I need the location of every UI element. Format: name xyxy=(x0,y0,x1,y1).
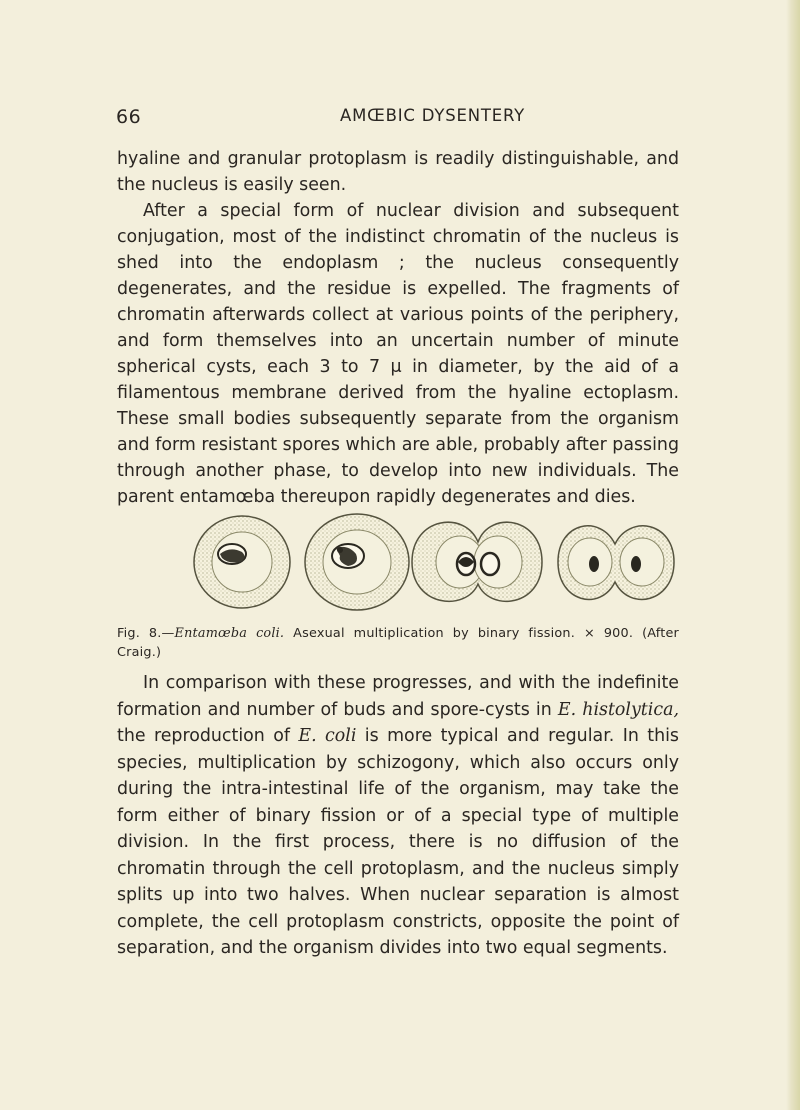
cell-stage-3 xyxy=(412,522,542,601)
paragraph-2: After a special form of nuclear division and subsequent conjugation, most of the indistinct chromatin of the nucleus is shed into the endoplasm ; the nucleus consequently degenerates, and the residue is expelled. The fragments of chromatin afterwards collect at various points of the periphery, and form themselves into an uncertain number of minute spherical cysts, each 3 to 7 μ in diameter, by the aid of a filamentous membrane derived from the hyaline ectoplasm. These small bodies subsequently separate from the organism and form resistant spores which are able, probably after passing through another phase, to develop into new individuals. The parent entamœba thereupon rapidly degenerates and dies. xyxy=(117,201,679,507)
cell-stage-4 xyxy=(558,526,674,600)
figure-caption-text: Asexual multiplication by binary fission. × 900. (After Craig.) xyxy=(117,626,679,660)
page-header xyxy=(0,106,800,130)
cell-stage-2 xyxy=(305,514,409,610)
body-text-top xyxy=(117,146,679,510)
figure-species: Entamœba coli. xyxy=(174,626,285,641)
page-edge xyxy=(786,0,800,1110)
fission-figure xyxy=(190,512,680,620)
paragraph-3 xyxy=(117,670,679,962)
paragraph-3-part-3: is more typical and regular. In this species, multiplication by schizogony, which also occurs only during the intra-intestinal life of the organism, may take the form either of binary fission or of a special type of multiple division. In the first process, there is no diffusion of the chromatin through the cell protoplasm, and the nucleus simply splits up into two halves. When nuclear separation is almost complete, the cell protoplasm constricts, opposite the point of separation, and the organism divides into two equal segments. xyxy=(117,726,679,958)
paragraph-3-part-1: In comparison with these progresses, and with the indefinite formation and number of buds and spore-cysts in xyxy=(117,673,679,720)
species-name-histolytica: E. histolytica, xyxy=(557,699,679,720)
species-name-coli: E. coli xyxy=(298,726,357,746)
paragraph-3-part-2: the reproduction of xyxy=(117,726,299,746)
paragraph-1: hyaline and granular protoplasm is readily distinguishable, and the nucleus is easily seen. xyxy=(117,149,679,195)
running-head: AMŒBIC DYSENTERY xyxy=(340,106,526,125)
figure-caption: Fig. 8.—Entamœba coli. Asexual multiplication by binary fission. × 900. (After Craig.) xyxy=(117,626,679,660)
body-text-bottom xyxy=(117,670,679,962)
page-number: 66 xyxy=(116,106,142,128)
cell-stage-1 xyxy=(194,516,290,608)
figure-label: Fig. 8. xyxy=(117,626,162,641)
